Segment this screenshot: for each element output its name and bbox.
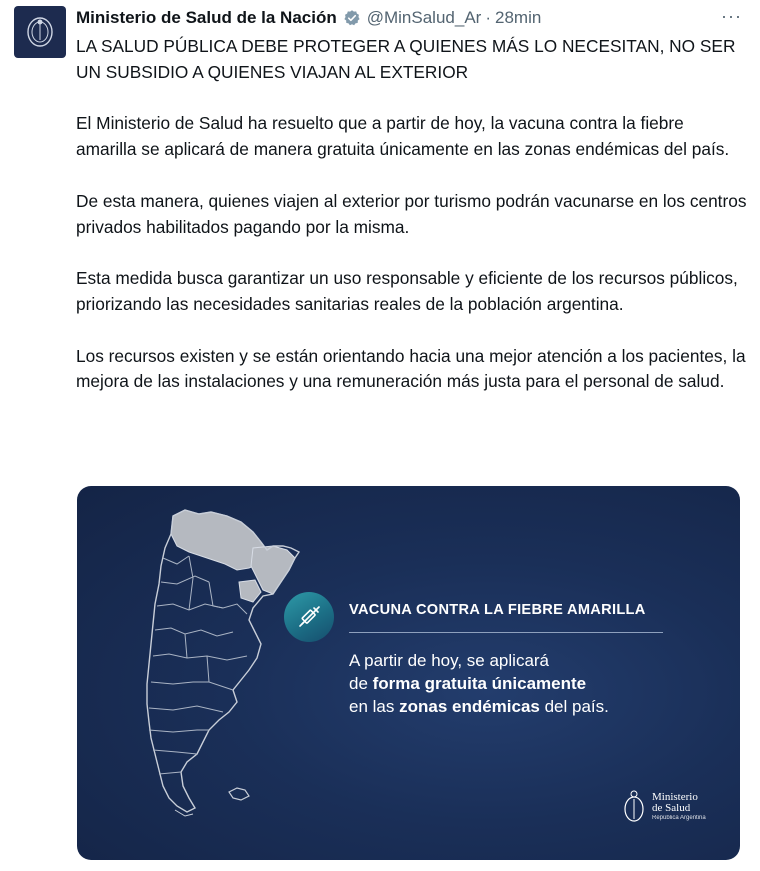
message-emphasis: forma gratuita únicamente (372, 674, 587, 693)
tweet-media-image[interactable] (77, 486, 740, 860)
islas-malvinas (229, 788, 249, 800)
campaign-headline: VACUNA CONTRA LA FIEBRE AMARILLA (349, 602, 646, 618)
tweet-paragraph: De esta manera, quienes viajen al exterior por turismo podrán vacunarse en los centros privados habilitados pagando por la misma. (76, 190, 747, 237)
verified-badge-icon (343, 9, 361, 27)
logo-line: de Salud (652, 801, 691, 814)
logo-subtitle: República Argentina (652, 814, 706, 821)
tweet-paragraph: Los recursos existen y se están orientando hacia una mejor atención a los pacientes, la mejora de las instalaciones y una remuneración más justa para el personal de salud. (76, 345, 746, 392)
message-line: del país. (539, 697, 609, 716)
tweet-paragraph: LA SALUD PÚBLICA DEBE PROTEGER A QUIENES MÁS LO NECESITAN, NO SER UN SUBSIDIO A QUIENES VIAJAN AL EXTERIOR (76, 36, 736, 82)
separator: · (485, 8, 491, 27)
message-line: de (349, 674, 373, 693)
timestamp[interactable]: 28min (495, 8, 542, 27)
tweet-paragraph: El Ministerio de Salud ha resuelto que a partir de hoy, la vacuna contra la fiebre amarilla se aplicará de manera gratuita únicamente en las zonas endémicas del país. (76, 113, 730, 160)
message-line: A partir de hoy, se aplicará (349, 651, 550, 670)
author-handle[interactable]: @MinSalud_Ar (366, 8, 482, 27)
escudo-nacional-icon (18, 10, 62, 54)
tweet-paragraph: Esta medida busca garantizar un uso responsable y eficiente de los recursos públicos, priorizando las necesidades sanitarias reales de la población argentina. (76, 268, 738, 314)
syringe-icon (284, 592, 334, 642)
endemic-region (239, 580, 261, 602)
avatar[interactable] (14, 6, 66, 58)
logo-line: Ministerio (652, 790, 698, 803)
message-line: en las (349, 697, 400, 716)
message-emphasis: zonas endémicas (399, 697, 540, 716)
campaign-message (349, 649, 689, 718)
tweet-text (76, 34, 748, 421)
escudo-icon (622, 787, 646, 827)
divider (349, 632, 663, 633)
tweet-header (76, 6, 742, 30)
more-options-icon[interactable]: ··· (721, 6, 742, 26)
author-name[interactable]: Ministerio de Salud de la Nación (76, 8, 337, 27)
ministerio-salud-logo (622, 784, 706, 830)
